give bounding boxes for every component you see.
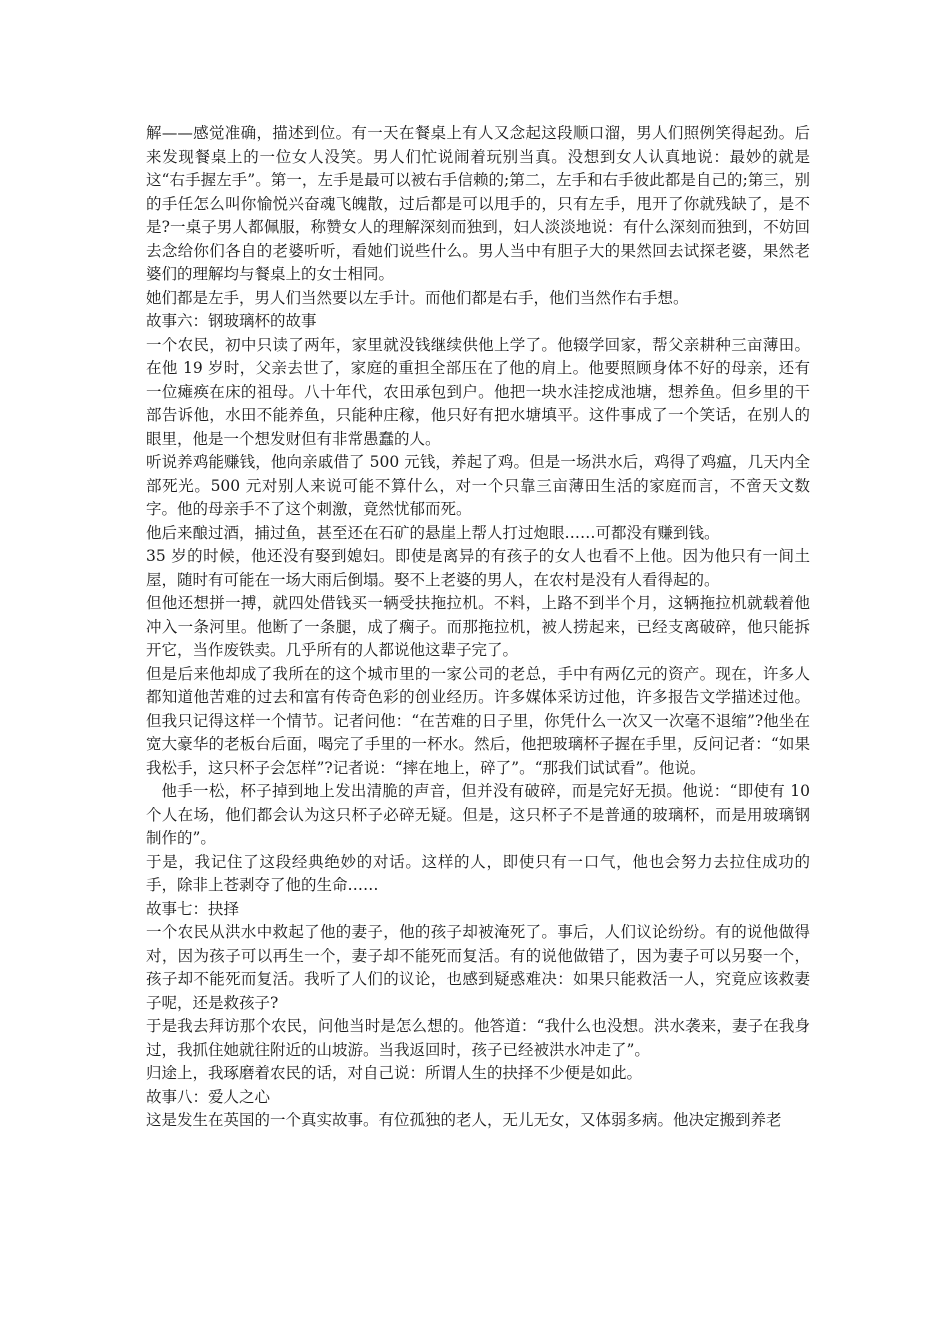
paragraph: 一个农民，初中只读了两年，家里就没钱继续供他上学了。他辍学回家，帮父亲耕种三亩薄田。在他 19 岁时，父亲去世了，家庭的重担全部压在了他的肩上。他要照顾身体不好的母亲，还有一位瘫痪在床的祖母。八十年代，农田承包到户。他把一块水洼挖成池塘，想养鱼。但乡里的干部告诉他，水田不能养鱼，只能种庄稼，他只好有把水塘填平。这件事成了一个笑话，在别人的眼里，他是一个想发财但有非常愚蠢的人。	[146, 335, 810, 448]
paragraph: 一个农民从洪水中救起了他的妻子，他的孩子却被淹死了。事后，人们议论纷纷。有的说他做得对，因为孩子可以再生一个，妻子却不能死而复活。有的说他做错了，因为妻子可以另娶一个，孩子却不能死而复活。我听了人们的议论，也感到疑惑难决：如果只能救活一人，究竟应该救妻子呢，还是救孩子?	[146, 923, 810, 1012]
paragraph: 35 岁的时候，他还没有娶到媳妇。即使是离异的有孩子的女人也看不上他。因为他只有一间土屋，随时有可能在一场大雨后倒塌。娶不上老婆的男人，在农村是没有人看得起的。	[146, 547, 810, 589]
paragraph: 这是发生在英国的一个真实故事。有位孤独的老人，无儿无女，又体弱多病。他决定搬到养老	[146, 1111, 782, 1129]
document-page	[146, 122, 810, 1133]
paragraph: 但他还想拼一搏，就四处借钱买一辆受扶拖拉机。不料，上路不到半个月，这辆拖拉机就载着他冲入一条河里。他断了一条腿，成了瘸子。而那拖拉机，被人捞起来，已经支离破碎，他只能拆开它，当作废铁卖。几乎所有的人都说他这辈子完了。	[146, 594, 810, 659]
paragraph: 他后来酿过酒，捕过鱼，甚至还在石矿的悬崖上帮人打过炮眼……可都没有赚到钱。	[146, 523, 720, 542]
paragraph: 于是我去拜访那个农民，问他当时是怎么想的。他答道：“我什么也没想。洪水袭来，妻子在我身过，我抓住她就往附近的山坡游。当我返回时，孩子已经被洪水冲走了”。	[146, 1017, 810, 1059]
paragraph: 解——感觉准确，描述到位。有一天在餐桌上有人又念起这段顺口溜，男人们照例笑得起劲。后来发现餐桌上的一位女人没笑。男人们忙说闹着玩别当真。没想到女人认真地说：最妙的就是这“右手握左手”。第一，左手是最可以被右手信赖的;第二，左手和右手彼此都是自己的;第三，别的手任怎么叫你愉悦兴奋魂飞魄散，过后都是可以甩手的，只有左手，甩开了你就残缺了，是不是?一桌子男人都佩服，称赞女人的理解深刻而独到，妇人淡淡地说：有什么深刻而独到，不妨回去念给你们各自的老婆听听，看她们说些什么。男人当中有胆子大的果然回去试探老婆，果然老婆们的理解均与餐桌上的女士相同。	[146, 124, 810, 283]
section-heading: 故事七：抉择	[146, 899, 240, 918]
paragraph: 归途上，我琢磨着农民的话，对自己说：所谓人生的抉择不少便是如此。	[146, 1064, 643, 1082]
paragraph: 但是后来他却成了我所在的这个城市里的一家公司的老总，手中有两亿元的资产。现在，许多人都知道他苦难的过去和富有传奇色彩的创业经历。许多媒体采访过他，许多报告文学描述过他。但我只记得这样一个情节。记者问他：“在苦难的日子里，你凭什么一次又一次毫不退缩”?他坐在宽大豪华的老板台后面，喝完了手里的一杯水。然后，他把玻璃杯子握在手里，反问记者：“如果我松手，这只杯子会怎样”?记者说：“摔在地上，碎了”。“那我们试试看”。他说。	[146, 664, 810, 777]
paragraph: 于是，我记住了这段经典绝妙的对话。这样的人，即使只有一口气，他也会努力去拉住成功的手，除非上苍剥夺了他的生命……	[146, 852, 810, 894]
paragraph: 听说养鸡能赚钱，他向亲戚借了 500 元钱，养起了鸡。但是一场洪水后，鸡得了鸡瘟，几天内全部死光。500 元对别人来说可能不算什么，对一个只靠三亩薄田生活的家庭而言，不啻天文数字。他的母亲手不了这个刺激，竟然忧郁而死。	[146, 453, 810, 518]
section-heading: 故事八：爱人之心	[146, 1087, 271, 1106]
paragraph: 她们都是左手，男人们当然要以左手计。而他们都是右手，他们当然作右手想。	[146, 288, 689, 307]
section-heading: 故事六：钢玻璃杯的故事	[146, 312, 317, 330]
paragraph: 他手一松，杯子掉到地上发出清脆的声音，但并没有破碎，而是完好无损。他说：“即使有 10 个人在场，他们都会认为这只杯子必碎无疑。但是，这只杯子不是普通的玻璃杯，而是用玻璃钢制作的”。	[146, 782, 810, 847]
